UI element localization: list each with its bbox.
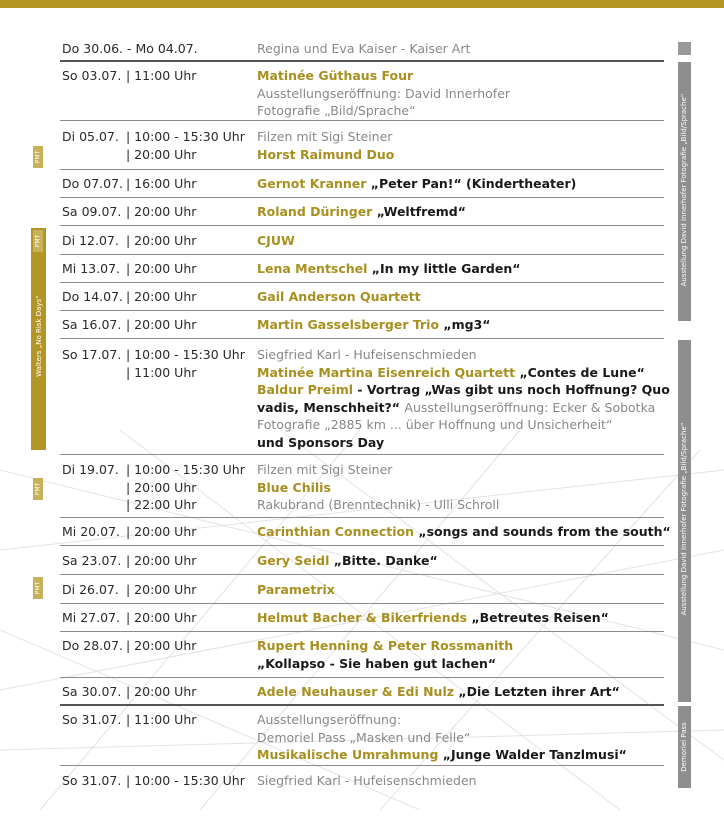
performer-name: Adele Neuhauser & Edi Nulz	[257, 684, 459, 699]
event-date: Do 30.06. - Mo 04.07.	[62, 41, 198, 56]
row-divider	[60, 704, 664, 706]
event-date: Sa 09.07.	[62, 204, 122, 219]
pmt-tag	[33, 577, 43, 599]
event-time: | 20:00 Uhr	[126, 610, 197, 625]
performer-name: Parametrix	[257, 582, 335, 597]
event-note: Fotografie „Bild/Sprache“	[257, 103, 416, 118]
row-divider	[60, 631, 664, 632]
performer-name: Helmut Bacher & Bikerfriends	[257, 610, 472, 625]
event-time: | 11:00 Uhr	[126, 68, 197, 83]
description-line	[257, 772, 652, 790]
event-description	[257, 461, 652, 514]
performer-name: Gernot Kranner	[257, 176, 371, 191]
description-line	[257, 364, 652, 382]
event-description	[257, 552, 652, 570]
event-time: | 10:00 - 15:30 Uhr	[126, 129, 245, 144]
event-time: | 20:00 Uhr	[126, 524, 197, 539]
exhibition-sidebar-2	[678, 340, 691, 702]
event-time: | 20:00 Uhr	[126, 146, 197, 162]
event-time: | 20:00 Uhr	[126, 204, 197, 219]
row-divider	[60, 574, 664, 575]
event-note: Filzen mit Sigi Steiner	[257, 129, 393, 144]
performer-name: Gail Anderson Quartett	[257, 289, 421, 304]
description-line	[257, 316, 652, 334]
event-time: | 20:00 Uhr	[126, 553, 197, 568]
description-line	[257, 203, 652, 221]
description-line	[257, 67, 652, 85]
description-line	[257, 581, 652, 599]
event-time: | 10:00 - 15:30 Uhr	[126, 773, 245, 788]
row-divider	[60, 545, 664, 546]
event-date: Sa 23.07.	[62, 553, 122, 568]
event-title: „Betreutes Reisen“	[471, 610, 609, 625]
event-description	[257, 772, 652, 790]
description-line	[257, 40, 652, 58]
header-accent-bar	[0, 0, 724, 8]
event-title: „Contes de Lune“	[519, 364, 645, 380]
event-date: Di 12.07.	[62, 233, 119, 248]
gray-square-marker	[678, 42, 691, 55]
event-note: Fotografie „2885 km ... über Hoffnung und Unsicherheit“	[257, 417, 613, 432]
description-line	[257, 523, 671, 541]
event-description	[257, 581, 652, 599]
event-description	[257, 711, 652, 764]
event-title: und Sponsors Day	[257, 434, 385, 450]
event-time: | 20:00 Uhr	[126, 638, 197, 653]
row-divider	[60, 60, 664, 62]
event-time: | 20:00 Uhr	[126, 289, 197, 304]
event-note: Ausstellungseröffnung: Ecker & Sobotka	[404, 399, 656, 415]
event-description	[257, 232, 652, 250]
pmt-label: PMT	[34, 150, 42, 164]
event-title: „In my little Garden“	[371, 261, 521, 276]
description-line	[257, 746, 652, 764]
row-divider	[60, 282, 664, 283]
performer-name: Horst Raimund Duo	[257, 146, 395, 162]
event-date: Di 26.07.	[62, 582, 119, 597]
event-title: „Die Letzten ihrer Art“	[458, 684, 620, 699]
walters-sidebar-label: Walters „No Risk Days“	[35, 295, 43, 377]
row-divider	[60, 603, 664, 604]
event-date: So 31.07.	[62, 712, 122, 727]
event-title: - Vortrag „Was gibt uns noch Hoffnung? Quo	[357, 382, 670, 397]
pmt-tag	[33, 478, 43, 500]
event-description	[257, 683, 652, 701]
row-divider	[60, 254, 664, 255]
row-divider	[60, 197, 664, 198]
description-line	[257, 552, 652, 570]
event-time: | 10:00 - 15:30 Uhr	[126, 347, 245, 362]
event-time: | 20:00 Uhr	[126, 684, 197, 699]
event-title: „Peter Pan!“ (Kindertheater)	[370, 176, 577, 191]
performer-name: Baldur Preiml	[257, 382, 358, 397]
description-line	[257, 496, 652, 514]
event-date: So 31.07.	[62, 773, 122, 788]
performer-name: Matinée Martina Eisenreich Quartett	[257, 364, 520, 380]
event-note: Ausstellungseröffnung:	[257, 712, 402, 727]
event-title: vadis, Menschheit?“	[257, 399, 405, 415]
event-description	[257, 203, 652, 221]
event-time: | 20:00 Uhr	[126, 479, 197, 495]
description-line	[257, 655, 652, 673]
event-title: „Kollapso - Sie haben gut lachen“	[257, 655, 497, 671]
performer-name: Matinée Güthaus Four	[257, 68, 414, 83]
row-divider	[60, 310, 664, 311]
row-divider	[60, 225, 664, 226]
event-note: Ausstellungseröffnung: David Innerhofer	[257, 85, 511, 101]
description-line	[257, 479, 652, 497]
row-divider	[60, 677, 664, 678]
event-date: Do 07.07.	[62, 176, 124, 191]
description-line	[257, 637, 652, 655]
performer-name: Blue Chilis	[257, 479, 331, 495]
event-title: „songs and sounds from the south“	[418, 524, 671, 539]
description-line	[257, 85, 652, 103]
performer-name: Carinthian Connection	[257, 524, 419, 539]
performer-name: CJUW	[257, 233, 295, 248]
event-note: Filzen mit Sigi Steiner	[257, 462, 393, 477]
pmt-label: PMT	[34, 234, 42, 248]
description-line	[257, 399, 656, 417]
event-description	[257, 288, 652, 306]
event-note: Siegfried Karl - Hufeisenschmieden	[257, 347, 477, 362]
description-line	[257, 260, 652, 278]
row-divider	[60, 454, 664, 455]
event-title: „Weltfremd“	[376, 204, 466, 219]
row-divider	[60, 338, 664, 339]
description-line	[257, 128, 652, 146]
description-line	[257, 102, 652, 120]
row-divider	[60, 765, 664, 766]
event-date: Do 14.07.	[62, 289, 124, 304]
event-time: | 10:00 - 15:30 Uhr	[126, 462, 245, 477]
description-line	[257, 146, 652, 164]
event-note: Demoriel Pass „Masken und Felle“	[257, 729, 471, 745]
event-time: | 22:00 Uhr	[126, 497, 197, 512]
description-line	[257, 434, 652, 452]
event-date: So 17.07.	[62, 347, 122, 362]
walters-sidebar	[31, 228, 46, 450]
event-time: | 11:00 Uhr	[126, 712, 197, 727]
pmt-tag	[33, 146, 43, 168]
event-time: | 16:00 Uhr	[126, 176, 197, 191]
performer-name: Rupert Henning & Peter Rossmanith	[257, 638, 514, 653]
row-divider	[60, 517, 664, 518]
demoriel-sidebar	[678, 706, 691, 788]
event-time: | 20:00 Uhr	[126, 582, 197, 597]
event-date: Do 28.07.	[62, 638, 124, 653]
event-date: Mi 13.07.	[62, 261, 120, 276]
description-line	[257, 381, 670, 399]
description-line	[257, 416, 652, 434]
event-description	[257, 40, 652, 58]
description-line	[257, 609, 652, 627]
description-line	[257, 232, 652, 250]
description-line	[257, 711, 652, 729]
performer-name: Lena Mentschel	[257, 261, 372, 276]
description-line	[257, 461, 652, 479]
event-description	[257, 175, 652, 193]
event-time: | 11:00 Uhr	[126, 364, 197, 380]
event-description	[257, 346, 670, 451]
event-date: Mi 20.07.	[62, 524, 120, 539]
description-line	[257, 175, 652, 193]
event-note: Siegfried Karl - Hufeisenschmieden	[257, 773, 477, 788]
event-title: „Bitte. Danke“	[333, 553, 438, 568]
exhibition-sidebar-1-label: Ausstellung David Innerhofer Fotografie „Bild/Sprache“	[680, 93, 688, 287]
row-divider	[60, 169, 664, 170]
event-description	[257, 609, 652, 627]
event-title: „mg3“	[443, 317, 491, 332]
pmt-tag	[33, 230, 43, 252]
description-line	[257, 729, 652, 747]
event-time: | 20:00 Uhr	[126, 261, 197, 276]
performer-name: Roland Düringer	[257, 204, 377, 219]
exhibition-sidebar-1	[678, 62, 691, 321]
event-time: | 20:00 Uhr	[126, 233, 197, 248]
performer-name: Gery Seidl	[257, 553, 334, 568]
event-description	[257, 523, 671, 541]
event-date: Sa 16.07.	[62, 317, 122, 332]
performer-name: Martin Gasselsberger Trio	[257, 317, 444, 332]
event-description	[257, 637, 652, 672]
demoriel-sidebar-label: Demoriel Pass	[680, 722, 688, 772]
pmt-label: PMT	[34, 581, 42, 595]
event-note: Rakubrand (Brenntechnik) - Ulli Schroll	[257, 497, 500, 512]
description-line	[257, 288, 652, 306]
event-date: Di 05.07.	[62, 129, 119, 144]
exhibition-sidebar-2-label: Ausstellung David Innerhofer Fotografie „Bild/Sprache“	[680, 422, 688, 616]
row-divider	[60, 120, 664, 121]
event-description	[257, 67, 652, 120]
description-line	[257, 683, 652, 701]
event-date: Sa 30.07.	[62, 684, 122, 699]
event-date: So 03.07.	[62, 68, 122, 83]
description-line	[257, 346, 652, 364]
event-date: Mi 27.07.	[62, 610, 120, 625]
event-description	[257, 260, 652, 278]
event-description	[257, 316, 652, 334]
event-description	[257, 128, 652, 163]
event-title: „Junge Walder Tanzlmusi“	[442, 747, 627, 762]
performer-name: Musikalische Umrahmung	[257, 747, 443, 762]
event-time: | 20:00 Uhr	[126, 317, 197, 332]
event-note: Regina und Eva Kaiser - Kaiser Art	[257, 41, 471, 56]
event-date: Di 19.07.	[62, 462, 119, 477]
pmt-label: PMT	[34, 482, 42, 496]
